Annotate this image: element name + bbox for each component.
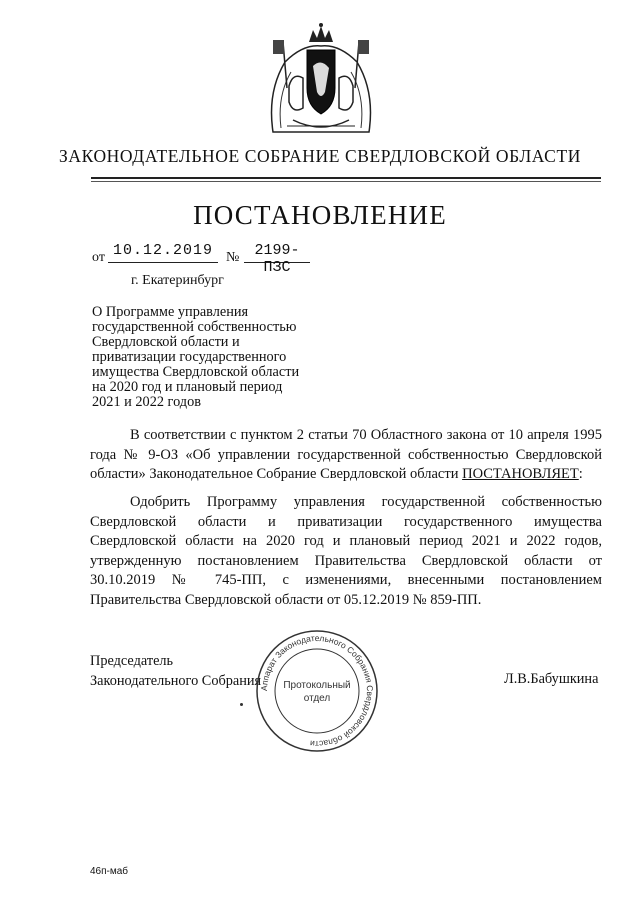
subject-line: 2021 и 2022 годов [92,394,201,410]
subject-line: Свердловской области и [92,334,240,350]
signatory-position-line: Законодательного Собрания [90,672,262,689]
stamp-ring-text [259,633,375,749]
signatory-name: Л.В.Бабушкина [504,671,599,687]
document-type-title: ПОСТАНОВЛЕНИЕ [193,200,447,230]
subject-line: О Программе управления [92,304,249,320]
header-rule [91,177,601,179]
organization-title: ЗАКОНОДАТЕЛЬНОЕ СОБРАНИЕ СВЕРДЛОВСКОЙ ОБЛАСТИ [59,146,581,166]
subject-line: на 2020 год и плановый период [92,379,283,395]
preamble-colon: : [578,466,583,482]
stamp-center-line: Протокольный [283,680,351,691]
official-stamp [254,628,380,754]
document-city: г. Екатеринбург [131,273,224,288]
document-subject [92,305,372,410]
preamble-text: В соответствии с пунктом 2 статьи 70 Областного закона от 10 апреля 1995 года № 9-ОЗ «Об управлении государственной собственностью Свердловской области» Законодательное Собрание Свердловской области [90,427,602,482]
signatory-position-line: Председатель [90,653,174,669]
date-label: от [92,250,105,265]
coat-of-arms-icon [263,22,379,144]
subject-line: имущества Свердловской области [92,364,300,380]
ink-dot [240,703,243,706]
document-date: 10.12.2019 [108,242,218,263]
footer-code: 46п-маб [90,866,129,877]
number-label: № [226,250,240,265]
preamble-paragraph [90,426,602,485]
decision-word: ПОСТАНОВЛЯЕТ [462,466,579,482]
document-number: 2199-ПЗС [244,242,310,263]
header-rule-thin [91,181,601,182]
stamp-ring-textpath: Аппарат Законодательного Собрания Свердловской области [258,632,376,750]
subject-line: приватизации государственного [92,349,287,365]
signatory-position [90,652,261,691]
stamp-center-line: отдел [303,693,331,704]
resolution-paragraph: Одобрить Программу управления государственной собственностью Свердловской области и приватизации государственного имущества Свердловской области на 2020 год и плановый период 2021 и 2022 годов, утвержденную постановлением Правительства Свердловской области от 30.10.2019 № 745-ПП, с изменениями, внесенными постановлением Правительства Свердловской области от 05.12.2019 № 859-ПП. [90,494,602,608]
subject-line: государственной собственностью [92,319,297,335]
